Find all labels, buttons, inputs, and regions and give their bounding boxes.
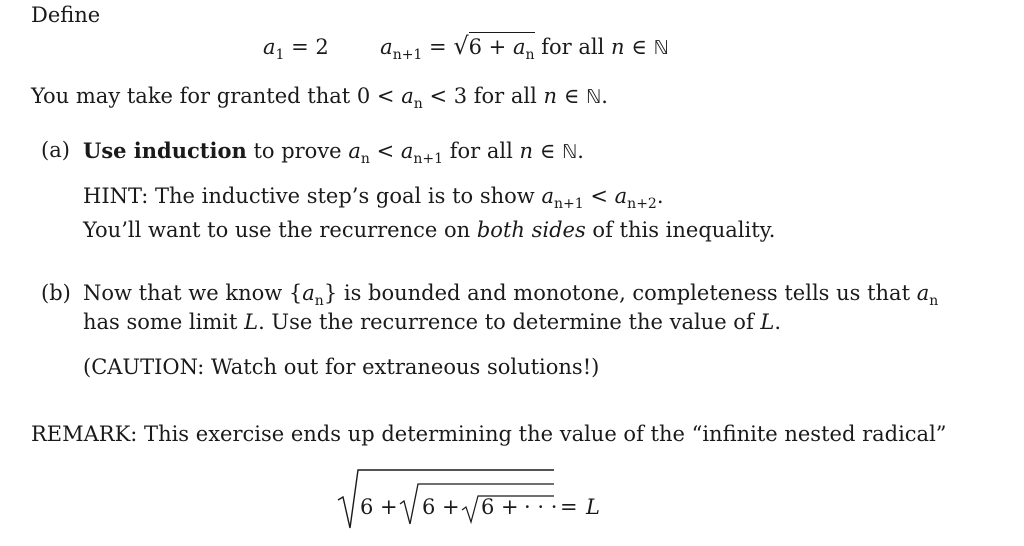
ellipsis: · · · xyxy=(524,495,558,519)
use-induction-bold: Use induction xyxy=(83,138,247,163)
radicand-inner: 6 + xyxy=(481,495,519,519)
part-b-label: (b) xyxy=(41,281,71,305)
symbol-a: a xyxy=(263,35,276,59)
for-all-text: for all xyxy=(541,35,605,59)
symbol-a: a xyxy=(380,35,393,59)
granted-statement: You may take for granted that $0 < a_n < 3$ for all n ∈ ℕ. xyxy=(31,84,608,112)
equals-two: = 2 xyxy=(291,35,329,59)
part-a-statement: Use induction to prove $a_n < a_{n+1}$ for all n ∈ ℕ. xyxy=(83,138,584,167)
part-b-line-2: has some limit L. Use the recurrence to determine the value of L. xyxy=(83,310,782,334)
remark-text: REMARK: This exercise ends up determining the value of the “infinite nested radical” xyxy=(31,422,947,446)
subscript: 1 xyxy=(275,47,285,63)
naturals-symbol: ℕ xyxy=(561,141,578,163)
hint-line-1: HINT: The inductive step’s goal is to show $a_{n+1} < a_{n+2}$. xyxy=(83,184,664,212)
nested-radical xyxy=(336,462,636,536)
both-sides-italic: both sides xyxy=(476,218,586,242)
sqrt-icon: √ xyxy=(453,32,469,60)
part-a-label: (a) xyxy=(41,138,70,162)
naturals-symbol: ℕ xyxy=(585,86,602,108)
radicand-middle: 6 + xyxy=(422,495,460,519)
naturals-symbol: ℕ xyxy=(653,37,669,59)
radicand: $6 + a_n$ xyxy=(469,32,535,59)
part-b-line-1: Now that we know $\{a_n\}$ is bounded and monotone, completeness tells us that $a_n$ xyxy=(83,281,939,309)
caution-note: (CAUTION: Watch out for extraneous solutions!) xyxy=(83,355,600,379)
hint-line-2: You’ll want to use the recurrence on both sides of this inequality. xyxy=(83,218,776,242)
radicand-outer: 6 + xyxy=(360,495,398,519)
equals-sign: = xyxy=(560,495,578,519)
subscript: n+1 xyxy=(392,47,423,63)
define-label: Define xyxy=(31,3,101,27)
limit-L: L xyxy=(586,495,600,519)
definition-equation: $a_1 = 2$ $a_{n+1} = √6 + a_n$ for all n ∈ ℕ xyxy=(263,32,669,63)
equals-sign: = xyxy=(429,35,447,59)
